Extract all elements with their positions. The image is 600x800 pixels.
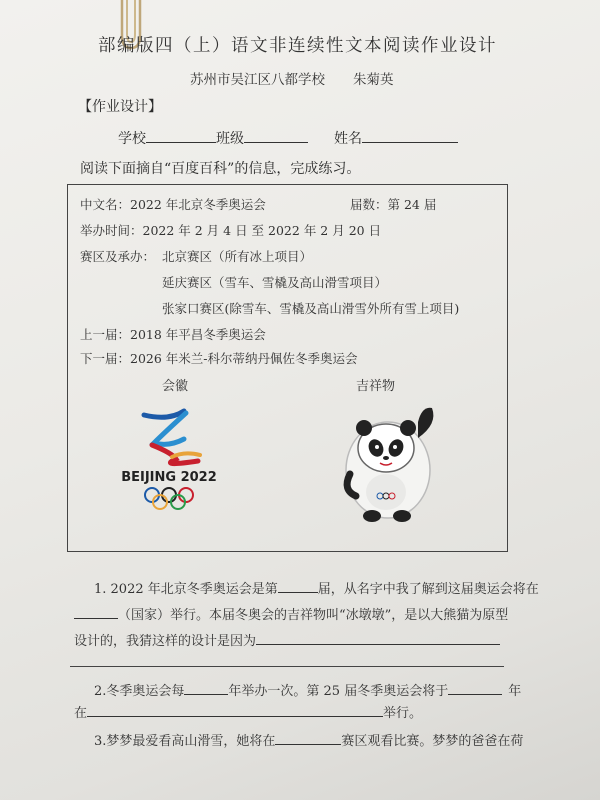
school-blank[interactable] <box>146 128 216 143</box>
question-1-line-3: 设计的，我猜这样的设计是因为 <box>74 630 500 649</box>
info-box <box>67 184 508 552</box>
mascot-caption: 吉祥物 <box>356 379 396 394</box>
edition: 届数：第 24 届 <box>350 197 437 212</box>
q1-answer-line[interactable] <box>70 666 504 667</box>
previous-games: 上一届：2018 年平昌冬季奥运会 <box>80 327 266 342</box>
mascot-right-foot <box>393 510 411 522</box>
instructions: 阅读下面摘自“百度百科”的信息，完成练习。 <box>80 161 361 177</box>
dates: 举办时间：2022 年 2 月 4 日 至 2022 年 2 月 20 日 <box>80 223 382 238</box>
question-2-line-1: 2.冬季奥运会每 年举办一次。第 25 届冬季奥运会将于 年 <box>94 680 521 699</box>
question-1-line-2: （国家）举行。本届冬奥会的吉祥物叫“冰墩墩”，是以大熊猫为原型 <box>74 604 508 623</box>
question-1-line-1: 1. 2022 年北京冬季奥运会是第 届，从名字中我了解到这届奥运会将在 <box>94 578 539 597</box>
q1-country-blank[interactable] <box>74 604 118 619</box>
class-blank[interactable] <box>244 128 308 143</box>
beijing-2022-emblem <box>114 403 224 513</box>
zone-beijing: 北京赛区（所有冰上项目） <box>162 249 313 264</box>
mascot-right-ear <box>400 420 416 436</box>
author-line <box>190 68 394 88</box>
name-blank[interactable] <box>362 128 458 143</box>
student-fields <box>118 128 458 148</box>
mascot-left-foot <box>363 510 381 522</box>
q3-zone-blank[interactable] <box>275 730 341 745</box>
emblem-wordmark: BEIJING 2022 <box>121 470 217 485</box>
mascot-left-ear <box>356 420 372 436</box>
q2-year-blank[interactable] <box>448 680 502 695</box>
mascot-nose <box>383 456 389 460</box>
next-games: 下一届：2026 年米兰-科尔蒂纳丹佩佐冬季奥运会 <box>80 351 358 366</box>
q2-interval-blank[interactable] <box>184 680 228 695</box>
mascot-raised-arm <box>418 408 433 438</box>
document-title: 部编版四（上）语文非连续性文本阅读作业设计 <box>98 36 497 56</box>
q1-edition-blank[interactable] <box>278 578 318 593</box>
zones-label: 赛区及承办： <box>80 249 156 264</box>
chinese-name: 中文名：2022 年北京冬季奥运会 <box>80 197 266 212</box>
question-3-line-1: 3.梦梦最爱看高山滑雪，她将在 赛区观看比赛。梦梦的爸爸在荷 <box>94 730 523 749</box>
emblem-gold-stroke <box>172 453 200 457</box>
q2-place-blank[interactable] <box>87 702 383 717</box>
zone-yanqing: 延庆赛区（雪车、雪橇及高山滑雪项目） <box>162 275 388 290</box>
mascot-body <box>366 474 406 510</box>
school-name: 苏州市吴江区八都学校 <box>190 72 325 88</box>
zone-zhangjiakou: 张家口赛区(除雪车、雪橇及高山滑雪外所有雪上项目) <box>162 301 460 316</box>
section-heading: 【作业设计】 <box>78 99 162 115</box>
emblem-caption: 会徽 <box>162 379 189 394</box>
bing-dwen-dwen-mascot <box>326 400 446 525</box>
question-2-line-2: 在 举行。 <box>74 702 422 721</box>
author-name: 朱菊英 <box>353 72 394 88</box>
name-label: 姓名 <box>334 131 362 147</box>
olympic-rings <box>145 488 193 509</box>
school-label: 学校 <box>118 131 146 147</box>
emblem-blue-stroke <box>144 411 184 417</box>
q1-reason-blank[interactable] <box>256 630 500 645</box>
class-label: 班级 <box>216 131 244 147</box>
